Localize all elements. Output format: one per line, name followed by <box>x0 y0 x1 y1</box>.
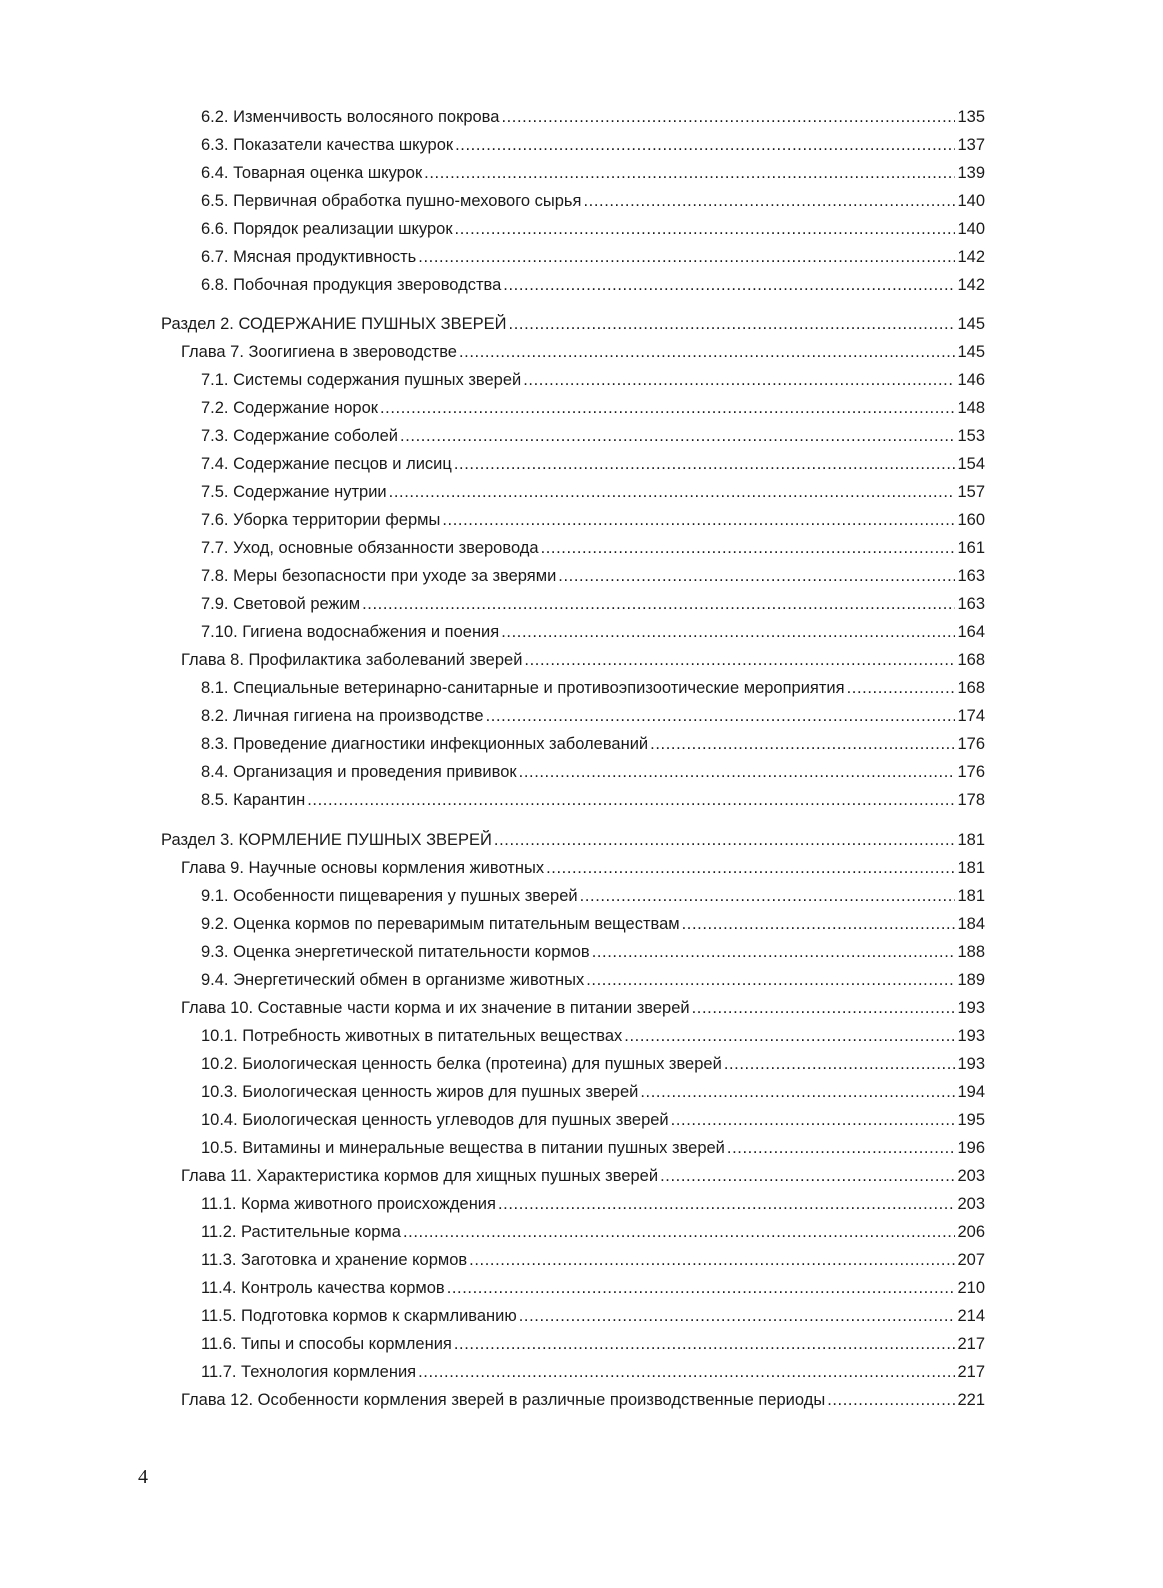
toc-entry-page: 137 <box>957 136 985 154</box>
toc-leader-dots <box>640 1081 955 1103</box>
toc-entry-page: 139 <box>957 164 985 182</box>
toc-leader-dots <box>827 1389 955 1411</box>
toc-entry-page: 174 <box>957 707 985 725</box>
toc-entry-title: Глава 7. Зоогигиена в звероводстве <box>181 343 457 361</box>
toc-entry-page: 157 <box>957 483 985 501</box>
toc-entry <box>181 1389 985 1411</box>
toc-entry <box>201 1081 985 1103</box>
toc-entry-page: 184 <box>957 915 985 933</box>
toc-leader-dots <box>454 1333 955 1355</box>
toc-leader-dots <box>459 341 955 363</box>
toc-entry <box>201 1025 985 1047</box>
toc-entry-page: 140 <box>957 220 985 238</box>
toc-entry-page: 154 <box>957 455 985 473</box>
toc-entry <box>201 397 985 419</box>
toc-leader-dots <box>546 857 955 879</box>
toc-entry-page: 181 <box>957 831 985 849</box>
toc-entry-title: 7.5. Содержание нутрии <box>201 483 387 501</box>
toc-entry-page: 203 <box>957 1167 985 1185</box>
toc-entry <box>181 649 985 671</box>
toc-leader-dots <box>519 1305 955 1327</box>
toc-entry-page: 217 <box>957 1335 985 1353</box>
toc-leader-dots <box>519 761 955 783</box>
toc-leader-dots <box>523 369 955 391</box>
toc-entry <box>201 1137 985 1159</box>
toc-leader-dots <box>400 425 955 447</box>
toc-entry-title: 11.4. Контроль качества кормов <box>201 1279 445 1297</box>
toc-entry-title: 6.6. Порядок реализации шкурок <box>201 220 453 238</box>
toc-entry-page: 168 <box>957 651 985 669</box>
toc-entry-page: 146 <box>957 371 985 389</box>
toc-entry <box>181 997 985 1019</box>
toc-entry-title: 11.3. Заготовка и хранение кормов <box>201 1251 468 1269</box>
toc-leader-dots <box>454 453 955 475</box>
toc-entry-page: 206 <box>957 1223 985 1241</box>
toc-entry-title: 6.4. Товарная оценка шкурок <box>201 164 423 182</box>
toc-entry-page: 168 <box>957 679 985 697</box>
toc-entry <box>201 453 985 475</box>
toc-entry <box>201 1193 985 1215</box>
toc-entry-title: Раздел 2. СОДЕРЖАНИЕ ПУШНЫХ ЗВЕРЕЙ <box>161 315 507 333</box>
toc-entry-page: 210 <box>957 1279 985 1297</box>
toc-entry-title: 7.7. Уход, основные обязанности зверовода <box>201 539 539 557</box>
toc-entry <box>201 969 985 991</box>
toc-entry-title: Глава 8. Профилактика заболеваний зверей <box>181 651 523 669</box>
toc-leader-dots <box>469 1249 955 1271</box>
toc-entry-title: Раздел 3. КОРМЛЕНИЕ ПУШНЫХ ЗВЕРЕЙ <box>161 831 492 849</box>
toc-entry <box>201 1221 985 1243</box>
toc-entry-page: 214 <box>957 1307 985 1325</box>
toc-entry-title: 7.3. Содержание соболей <box>201 427 399 445</box>
toc-entry-title: 11.6. Типы и способы кормления <box>201 1335 452 1353</box>
toc-leader-dots <box>486 705 955 727</box>
toc-entry <box>201 190 985 212</box>
toc-entry <box>201 593 985 615</box>
toc-entry-title: 6.7. Мясная продуктивность <box>201 248 417 266</box>
toc-leader-dots <box>580 885 955 907</box>
toc-entry <box>201 274 985 296</box>
toc-entry <box>201 733 985 755</box>
toc-entry-page: 207 <box>957 1251 985 1269</box>
toc-entry <box>201 677 985 699</box>
toc-entry-page: 193 <box>957 1027 985 1045</box>
toc-entry-title: 11.7. Технология кормления <box>201 1363 417 1381</box>
toc-entry <box>201 1053 985 1075</box>
toc-entry-page: 161 <box>957 539 985 557</box>
toc-entry <box>201 162 985 184</box>
toc-leader-dots <box>583 190 955 212</box>
toc-entry <box>201 425 985 447</box>
toc-entry <box>181 1165 985 1187</box>
page-number: 4 <box>138 1466 148 1488</box>
toc-entry-title: 6.5. Первичная обработка пушно-мехового сырья <box>201 192 582 210</box>
toc-entry-title: 7.8. Меры безопасности при уходе за зверями <box>201 567 557 585</box>
toc-entry-page: 189 <box>957 971 985 989</box>
toc-entry <box>181 857 985 879</box>
toc-entry-page: 221 <box>957 1391 985 1409</box>
toc-entry <box>201 941 985 963</box>
toc-entry-title: 9.2. Оценка кормов по переваримым питательным веществам <box>201 915 680 933</box>
toc-entry-title: Глава 12. Особенности кормления зверей в различные производственные периоды <box>181 1391 826 1409</box>
toc-leader-dots <box>509 313 955 335</box>
toc-entry-page: 193 <box>957 1055 985 1073</box>
toc-entry-title: 6.3. Показатели качества шкурок <box>201 136 454 154</box>
toc-entry-title: 11.5. Подготовка кормов к скармливанию <box>201 1307 517 1325</box>
toc-leader-dots <box>692 997 955 1019</box>
toc-entry-page: 203 <box>957 1195 985 1213</box>
toc-entry-title: Глава 10. Составные части корма и их значение в питании зверей <box>181 999 690 1017</box>
toc-entry <box>201 1333 985 1355</box>
toc-leader-dots <box>494 829 955 851</box>
toc-entry-page: 142 <box>957 276 985 294</box>
toc-entry <box>161 313 985 335</box>
toc-entry-title: 8.1. Специальные ветеринарно-санитарные и противоэпизоотические мероприятия <box>201 679 845 697</box>
toc-entry-page: 140 <box>957 192 985 210</box>
toc-leader-dots <box>592 941 955 963</box>
toc-leader-dots <box>682 913 955 935</box>
toc-entry <box>201 761 985 783</box>
toc-leader-dots <box>307 789 955 811</box>
toc-leader-dots <box>503 274 955 296</box>
toc-entry-title: 7.9. Световой режим <box>201 595 361 613</box>
toc-entry-title: 9.3. Оценка энергетической питательности кормов <box>201 943 590 961</box>
toc-entry-page: 196 <box>957 1139 985 1157</box>
toc-entry <box>201 789 985 811</box>
toc-leader-dots <box>524 649 955 671</box>
toc-leader-dots <box>403 1221 955 1243</box>
toc-leader-dots <box>455 218 955 240</box>
toc-leader-dots <box>389 481 955 503</box>
toc-entry <box>201 481 985 503</box>
toc-entry <box>201 369 985 391</box>
toc-entry-page: 145 <box>957 343 985 361</box>
toc-leader-dots <box>650 733 955 755</box>
toc-entry <box>201 1305 985 1327</box>
toc-leader-dots <box>424 162 955 184</box>
toc-entry-title: 10.2. Биологическая ценность белка (протеина) для пушных зверей <box>201 1055 722 1073</box>
toc-leader-dots <box>498 1193 955 1215</box>
toc-entry-page: 160 <box>957 511 985 529</box>
toc-entry-title: 9.1. Особенности пищеварения у пушных зверей <box>201 887 578 905</box>
toc-leader-dots <box>501 106 955 128</box>
toc-leader-dots <box>501 621 955 643</box>
toc-entry <box>201 1361 985 1383</box>
toc-entry-page: 135 <box>957 108 985 126</box>
toc-entry <box>201 218 985 240</box>
toc-leader-dots <box>541 537 955 559</box>
toc-entry-page: 163 <box>957 567 985 585</box>
toc-entry-page: 153 <box>957 427 985 445</box>
toc-entry <box>201 705 985 727</box>
toc-leader-dots <box>724 1053 955 1075</box>
toc-entry <box>201 565 985 587</box>
toc-entry-title: 8.2. Личная гигиена на производстве <box>201 707 484 725</box>
toc-leader-dots <box>418 1361 955 1383</box>
toc-entry-page: 195 <box>957 1111 985 1129</box>
toc-entry-page: 142 <box>957 248 985 266</box>
toc-entry-page: 176 <box>957 763 985 781</box>
toc-entry <box>201 1109 985 1131</box>
toc-leader-dots <box>624 1025 955 1047</box>
toc-entry-page: 178 <box>957 791 985 809</box>
toc-entry <box>201 621 985 643</box>
toc-entry <box>201 134 985 156</box>
toc-entry-page: 145 <box>957 315 985 333</box>
toc-leader-dots <box>418 246 955 268</box>
toc-entry-page: 194 <box>957 1083 985 1101</box>
toc-entry <box>201 537 985 559</box>
toc-entry-title: 8.4. Организация и проведения прививок <box>201 763 517 781</box>
toc-entry <box>201 106 985 128</box>
toc-entry-page: 176 <box>957 735 985 753</box>
toc-entry-title: Глава 9. Научные основы кормления животных <box>181 859 545 877</box>
toc-entry <box>161 829 985 851</box>
toc-leader-dots <box>455 134 955 156</box>
toc-entry-page: 163 <box>957 595 985 613</box>
toc-entry-page: 193 <box>957 999 985 1017</box>
toc-entry-title: 8.3. Проведение диагностики инфекционных заболеваний <box>201 735 649 753</box>
toc-entry-page: 188 <box>957 943 985 961</box>
toc-leader-dots <box>586 969 955 991</box>
toc-entry-title: 10.4. Биологическая ценность углеводов для пушных зверей <box>201 1111 669 1129</box>
toc-leader-dots <box>727 1137 955 1159</box>
toc-entry-title: 8.5. Карантин <box>201 791 306 809</box>
toc-leader-dots <box>380 397 955 419</box>
toc-entry-title: 11.2. Растительные корма <box>201 1223 401 1241</box>
toc-entry-title: 9.4. Энергетический обмен в организме животных <box>201 971 585 989</box>
toc-entry-title: 11.1. Корма животного происхождения <box>201 1195 496 1213</box>
toc-entry-title: 6.8. Побочная продукция звероводства <box>201 276 502 294</box>
toc-entry-title: 7.2. Содержание норок <box>201 399 378 417</box>
toc-leader-dots <box>442 509 955 531</box>
toc-entry-title: 10.5. Витамины и минеральные вещества в питании пушных зверей <box>201 1139 725 1157</box>
toc-entry-title: 10.1. Потребность животных в питательных веществах <box>201 1027 623 1045</box>
toc-entry-page: 181 <box>957 887 985 905</box>
toc-entry-page: 181 <box>957 859 985 877</box>
toc-leader-dots <box>660 1165 955 1187</box>
toc-leader-dots <box>558 565 955 587</box>
toc-entry <box>201 246 985 268</box>
toc-entry-title: 7.6. Уборка территории фермы <box>201 511 441 529</box>
toc-entry-title: 7.1. Системы содержания пушных зверей <box>201 371 522 389</box>
toc-entry <box>181 341 985 363</box>
toc-entry <box>201 913 985 935</box>
toc-leader-dots <box>362 593 955 615</box>
toc-entry-page: 148 <box>957 399 985 417</box>
toc-entry <box>201 509 985 531</box>
toc-entry <box>201 885 985 907</box>
toc-leader-dots <box>847 677 955 699</box>
toc-entry <box>201 1277 985 1299</box>
toc-entry-title: 7.4. Содержание песцов и лисиц <box>201 455 452 473</box>
toc-entry <box>201 1249 985 1271</box>
toc-entry-title: 10.3. Биологическая ценность жиров для пушных зверей <box>201 1083 639 1101</box>
toc-entry-title: 7.10. Гигиена водоснабжения и поения <box>201 623 500 641</box>
toc-leader-dots <box>447 1277 955 1299</box>
toc-entry-page: 164 <box>957 623 985 641</box>
toc-entry-title: Глава 11. Характеристика кормов для хищных пушных зверей <box>181 1167 659 1185</box>
toc-leader-dots <box>671 1109 955 1131</box>
toc-entry-page: 217 <box>957 1363 985 1381</box>
toc-entry-title: 6.2. Изменчивость волосяного покрова <box>201 108 500 126</box>
